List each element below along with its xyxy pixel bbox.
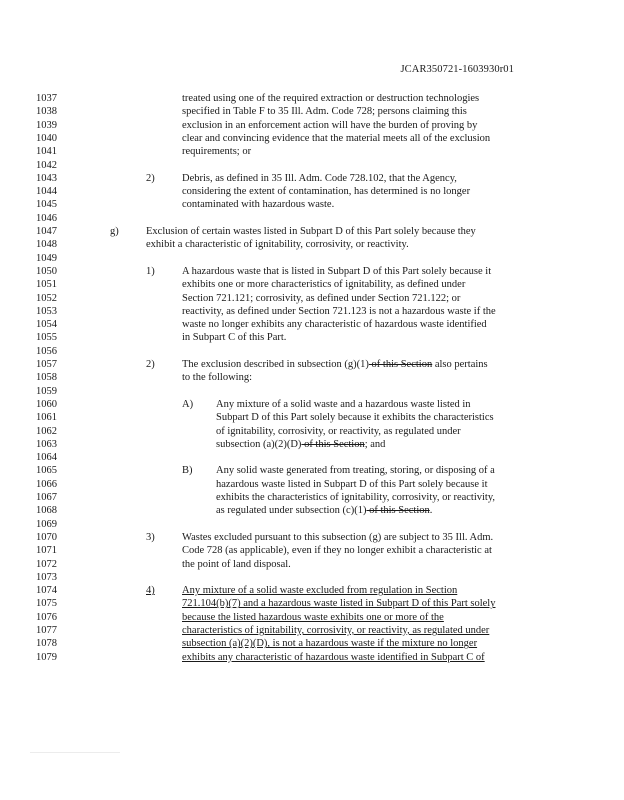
line-number: 1073: [36, 571, 57, 583]
text-line: [216, 504, 432, 517]
text-line-content: exhibits one or more characteristics of ignitability, as defined under: [182, 279, 466, 291]
subsection-marker: 2): [146, 172, 155, 184]
line-number: 1054: [36, 319, 57, 331]
text-line-content: requirements; or: [182, 146, 252, 158]
line-number: 1038: [36, 106, 57, 118]
text-line-content: waste no longer exhibits any characteristic of hazardous waste identified: [182, 319, 487, 331]
text-line-content: characteristics of ignitability, corrosivity, or reactivity, as regulated under: [182, 625, 490, 636]
text-line-content: Wastes excluded pursuant to this subsection (g) are subject to 35 Ill. Adm.: [182, 531, 494, 543]
line-number: 1076: [36, 611, 57, 623]
text-line-content: Exclusion of certain wastes listed in Subpart D of this Part solely because they: [146, 226, 476, 237]
line-number: 1057: [36, 359, 57, 370]
subsection-marker: A): [182, 398, 194, 410]
line-number: 1070: [36, 531, 57, 543]
text-line-content: of ignitability, corrosivity, or reactivity, as regulated under: [216, 425, 461, 437]
text-line: [146, 225, 476, 238]
text-line-content: subsection (a)(2)(D), is not a hazardous waste if the mixture no longer: [182, 638, 478, 650]
text-line-content: specified in Table F to 35 Ill. Adm. Code 728; persons claiming this: [182, 106, 467, 118]
text-line: [182, 624, 489, 637]
text-line-content: Section 721.121; corrosivity, as defined under Section 721.122; or: [182, 292, 461, 304]
text-line-content: hazardous waste listed in Subpart D of this Part solely because it: [216, 478, 488, 490]
text-line-content: exhibit a characteristic of ignitability, corrosivity, or reactivity.: [146, 239, 409, 251]
text-line-content: clear and convincing evidence that the material meets all of the exclusion: [182, 132, 491, 144]
line-number: 1069: [36, 518, 57, 530]
line-number: 1061: [36, 412, 57, 424]
line-number: 1037: [36, 93, 57, 104]
text-line-content: in Subpart C of this Part.: [182, 332, 287, 344]
line-number: 1079: [36, 651, 57, 663]
text-line: [216, 411, 494, 424]
text-line: [182, 371, 252, 384]
text-line: [182, 318, 487, 331]
text-line: [146, 238, 409, 251]
text-line: [182, 292, 460, 305]
text-line: [216, 491, 495, 504]
text-line: [182, 132, 490, 145]
text-line: [182, 105, 467, 118]
line-number: 1049: [36, 252, 57, 264]
line-number: 1044: [36, 186, 57, 198]
text-line: [182, 305, 496, 318]
text-line-content: Debris, as defined in 35 Ill. Adm. Code 728.102, that the Agency,: [182, 172, 457, 184]
text-line-content: subsection (a)(2)(D): [216, 438, 302, 450]
line-number: 1046: [36, 212, 57, 224]
subsection-marker: 3): [146, 531, 155, 543]
text-line: [216, 478, 487, 491]
text-line-content: exhibits any characteristic of hazardous waste identified in Subpart C of: [182, 651, 485, 663]
document-header-id: JCAR350721-1603930r01: [400, 64, 514, 75]
line-number: 1039: [36, 119, 57, 131]
line-number: 1060: [36, 398, 57, 410]
subsection-marker: 2): [146, 359, 155, 370]
line-number: 1048: [36, 239, 57, 251]
line-number: 1055: [36, 332, 57, 344]
line-number: 1066: [36, 478, 57, 490]
struck-text: of this Section: [368, 359, 433, 370]
text-line: [182, 278, 465, 291]
text-line: [182, 119, 477, 132]
text-line: [216, 464, 495, 477]
text-line-content: reactivity, as defined under Section 721.123 is not a hazardous waste if the: [182, 305, 496, 317]
text-line-content: as regulated under subsection (c)(1): [216, 505, 367, 517]
line-number: 1068: [36, 505, 57, 517]
line-number: 1040: [36, 132, 57, 144]
text-line: [182, 544, 492, 557]
text-line-tail: also pertains: [432, 359, 488, 370]
text-line: [182, 597, 495, 610]
line-number: 1062: [36, 425, 57, 437]
line-number: 1078: [36, 638, 57, 650]
text-line: [182, 611, 444, 624]
line-number: 1077: [36, 625, 57, 636]
text-line-content: Subpart D of this Part solely because it exhibits the characteristics: [216, 412, 494, 424]
line-number: 1071: [36, 545, 57, 557]
text-line-content: the point of land disposal.: [182, 558, 291, 570]
line-number: 1064: [36, 452, 57, 464]
line-number: 1056: [36, 345, 57, 357]
subsection-marker: B): [182, 465, 193, 477]
text-line-content: exclusion in an enforcement action will have the burden of proving by: [182, 119, 478, 131]
subsection-marker: 4): [146, 585, 155, 597]
text-line-content: contaminated with hazardous waste.: [182, 199, 335, 211]
text-line: [182, 584, 457, 597]
text-line: [216, 438, 385, 451]
line-number: 1067: [36, 492, 57, 503]
text-line-tail: .: [429, 505, 433, 517]
line-number: 1051: [36, 279, 57, 291]
text-line-content: treated using one of the required extraction or destruction technologies: [182, 93, 480, 104]
text-line: [182, 358, 488, 371]
text-line-content: Any mixture of a solid waste excluded from regulation in Section: [182, 585, 458, 597]
text-line-content: A hazardous waste that is listed in Subpart D of this Part solely because it: [182, 265, 492, 277]
line-number: 1042: [36, 159, 57, 171]
line-number: 1041: [36, 146, 57, 158]
line-number: 1059: [36, 385, 57, 397]
line-number: 1065: [36, 465, 57, 477]
line-number: 1072: [36, 558, 57, 570]
text-line-content: 721.104(b)(7) and a hazardous waste listed in Subpart D of this Part solely: [182, 598, 496, 610]
text-line: [182, 198, 334, 211]
subsection-marker: g): [110, 226, 119, 237]
text-line-content: Any solid waste generated from treating, storing, or disposing of a: [216, 465, 495, 477]
line-number: 1047: [36, 226, 57, 237]
subsection-marker: 1): [146, 265, 155, 277]
text-line-content: considering the extent of contamination, has determined is no longer: [182, 186, 471, 198]
struck-text: of this Section: [366, 505, 430, 517]
text-line: [216, 425, 461, 438]
text-line: [182, 531, 493, 544]
text-line: [182, 185, 470, 198]
line-number: 1050: [36, 265, 57, 277]
text-line: [216, 398, 471, 411]
text-line: [182, 651, 485, 664]
footer-divider: [30, 752, 120, 753]
text-line: [182, 558, 291, 571]
text-line-content: Code 728 (as applicable), even if they no longer exhibit a characteristic at: [182, 545, 492, 557]
text-line-content: to the following:: [182, 372, 252, 384]
line-number: 1075: [36, 598, 57, 610]
line-number: 1043: [36, 172, 57, 184]
text-line-tail: ; and: [364, 438, 386, 450]
text-line: [182, 145, 251, 158]
line-number: 1052: [36, 292, 57, 304]
line-number: 1053: [36, 305, 57, 317]
text-line-content: The exclusion described in subsection (g)(1): [182, 359, 369, 370]
text-line: [182, 92, 479, 105]
text-line-content: Any mixture of a solid waste and a hazardous waste listed in: [216, 398, 471, 410]
text-line-content: because the listed hazardous waste exhibits one or more of the: [182, 611, 444, 623]
line-number: 1063: [36, 438, 57, 450]
text-line: [182, 637, 477, 650]
text-line-content: exhibits the characteristics of ignitability, corrosivity, or reactivity,: [216, 492, 496, 503]
text-line: [182, 172, 457, 185]
text-line: [182, 265, 491, 278]
line-number: 1074: [36, 585, 57, 597]
text-line: [182, 331, 286, 344]
struck-text: of this Section: [301, 438, 365, 450]
line-number: 1045: [36, 199, 57, 211]
line-number: 1058: [36, 372, 57, 384]
